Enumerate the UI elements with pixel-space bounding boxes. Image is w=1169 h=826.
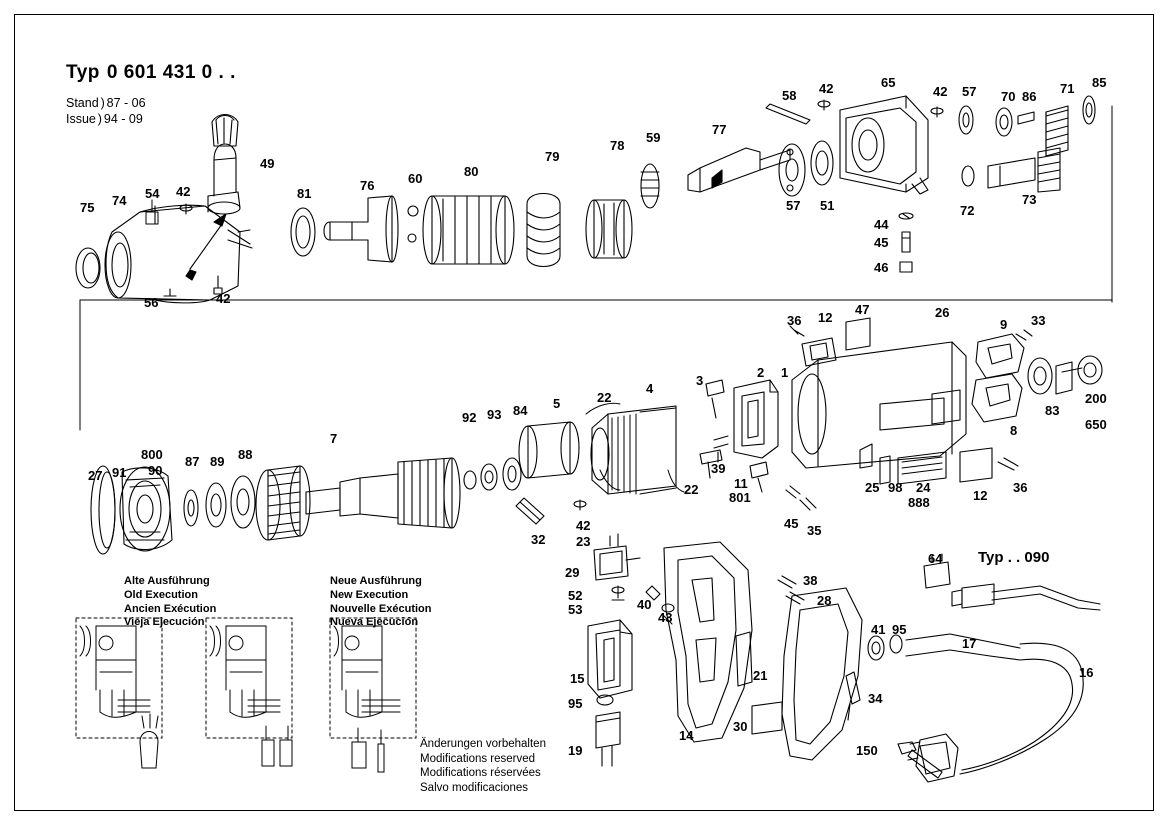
callout-29: 29 [565, 565, 580, 580]
callout-7: 7 [330, 431, 338, 446]
callout-650: 650 [1085, 417, 1107, 432]
legend-new-line-3: Nueva Ejecución [330, 616, 419, 629]
callout-33: 33 [1031, 313, 1046, 328]
callout-44: 44 [874, 217, 889, 232]
callout-1: 1 [781, 365, 789, 380]
callout-43: 43 [658, 610, 673, 625]
stand-line: Stand ) 87 - 06 [66, 96, 146, 110]
legend-new-line-1: New Execution [330, 588, 409, 601]
legend-new-line-0: Neue Ausführung [330, 575, 422, 587]
callout-93: 93 [487, 407, 502, 422]
callout-78: 78 [610, 138, 625, 153]
callout-91: 91 [112, 465, 127, 480]
callout-800: 800 [141, 447, 163, 462]
callout-60: 60 [408, 171, 423, 186]
callout-49: 49 [260, 156, 275, 171]
callout-32: 32 [531, 532, 546, 547]
stand-value: 87 - 06 [106, 96, 146, 110]
callout-86: 86 [1022, 89, 1037, 104]
callout-70: 70 [1001, 89, 1016, 104]
callout-77: 77 [712, 122, 727, 137]
callout-52: 52 [568, 588, 583, 603]
callout-45: 45 [784, 516, 799, 531]
callout-42: 42 [216, 291, 231, 306]
callout-4: 4 [646, 381, 654, 396]
callout-9: 9 [1000, 317, 1008, 332]
callout-36: 36 [1013, 480, 1028, 495]
callout-39: 39 [711, 461, 726, 476]
callout-12: 12 [973, 488, 988, 503]
callout-73: 73 [1022, 192, 1037, 207]
callout-8: 8 [1010, 423, 1018, 438]
callout-24: 24 [916, 480, 931, 495]
disclaimer-notes [420, 737, 546, 795]
callout-57: 57 [962, 84, 977, 99]
callout-80: 80 [464, 164, 479, 179]
legend-new-line-2: Nouvelle Exécution [330, 602, 432, 615]
callout-21: 21 [753, 668, 768, 683]
callout-36: 36 [787, 313, 802, 328]
callout-56: 56 [144, 295, 159, 310]
callout-57: 57 [786, 198, 801, 213]
callout-92: 92 [462, 410, 477, 425]
callout-84: 84 [513, 403, 528, 418]
callout-65: 65 [881, 75, 896, 90]
callout-74: 74 [112, 193, 127, 208]
variant-label: Typ . . 090 [978, 549, 1050, 566]
callout-76: 76 [360, 178, 375, 193]
callout-200: 200 [1085, 391, 1107, 406]
callout-98: 98 [888, 480, 903, 495]
callout-42: 42 [576, 518, 591, 533]
callout-59: 59 [646, 130, 661, 145]
callout-41: 41 [871, 622, 886, 637]
callout-30: 30 [733, 719, 748, 734]
note-line-3: Salvo modificaciones [420, 781, 529, 794]
callout-11: 11 [734, 476, 748, 491]
callout-15: 15 [570, 671, 585, 686]
note-line-2: Modifications réservées [420, 767, 541, 780]
callout-87: 87 [185, 454, 200, 469]
legend-old-execution [124, 575, 216, 630]
callout-54: 54 [145, 186, 160, 201]
callout-90: 90 [148, 463, 163, 478]
callout-71: 71 [1060, 81, 1075, 96]
callout-23: 23 [576, 534, 591, 549]
callout-19: 19 [568, 743, 583, 758]
callout-88: 88 [238, 447, 253, 462]
callout-79: 79 [545, 149, 560, 164]
issue-label: Issue [66, 112, 96, 126]
callout-83: 83 [1045, 403, 1060, 418]
callout-3: 3 [696, 373, 704, 388]
callout-46: 46 [874, 260, 889, 275]
callout-28: 28 [817, 593, 832, 608]
callout-40: 40 [637, 597, 652, 612]
callout-75: 75 [80, 200, 95, 215]
callout-64: 64 [928, 551, 943, 566]
callout-95: 95 [568, 696, 583, 711]
callout-34: 34 [868, 691, 883, 706]
callout-53: 53 [568, 602, 583, 617]
legend-old-line-0: Alte Ausführung [124, 575, 210, 587]
callout-14: 14 [679, 728, 694, 743]
title-prefix: Typ [66, 62, 100, 83]
callout-801: 801 [729, 490, 751, 505]
callout-35: 35 [807, 523, 822, 538]
legend-old-line-1: Old Execution [124, 588, 198, 601]
callout-89: 89 [210, 454, 225, 469]
legend-old-line-3: Vieja Ejecución [124, 616, 205, 629]
callout-72: 72 [960, 203, 975, 218]
callout-25: 25 [865, 480, 880, 495]
callout-17: 17 [962, 636, 977, 651]
callout-2: 2 [757, 365, 765, 380]
issue-line: Issue ) 94 - 09 [66, 112, 143, 126]
callout-81: 81 [297, 186, 312, 201]
callout-5: 5 [553, 396, 561, 411]
callout-42: 42 [176, 184, 191, 199]
note-line-0: Änderungen vorbehalten [420, 738, 546, 750]
legend-new-execution [330, 575, 431, 630]
callout-22: 22 [684, 482, 699, 497]
callout-38: 38 [803, 573, 818, 588]
callout-51: 51 [820, 198, 835, 213]
stand-label: Stand [66, 96, 99, 110]
callout-95: 95 [892, 622, 907, 637]
callout-42: 42 [933, 84, 948, 99]
callout-22: 22 [597, 390, 612, 405]
callout-12: 12 [818, 310, 833, 325]
issue-value: 94 - 09 [103, 112, 143, 126]
callout-888: 888 [908, 495, 930, 510]
title-number: 0 601 431 0 . . [106, 62, 236, 83]
callout-58: 58 [782, 88, 797, 103]
note-line-1: Modifications reserved [420, 752, 536, 765]
callout-47: 47 [855, 302, 870, 317]
callout-27: 27 [88, 468, 103, 483]
callout-16: 16 [1079, 665, 1094, 680]
callout-26: 26 [935, 305, 950, 320]
callout-45: 45 [874, 235, 889, 250]
callout-150: 150 [856, 743, 878, 758]
callout-85: 85 [1092, 75, 1107, 90]
legend-old-line-2: Ancien Exécution [124, 602, 217, 615]
callout-42: 42 [819, 81, 834, 96]
